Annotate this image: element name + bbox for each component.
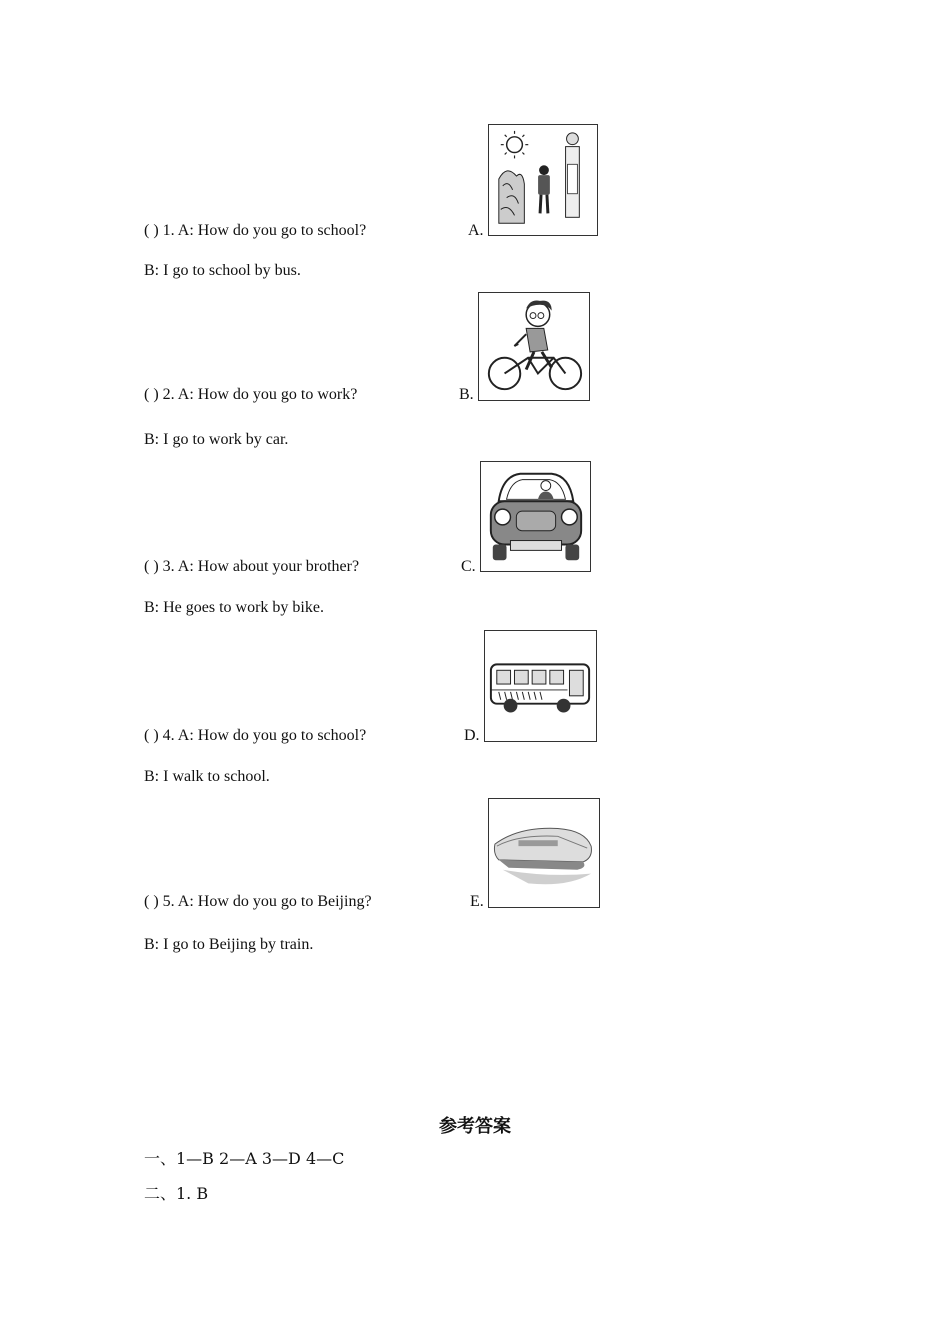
question-4: ( ) 4. A: How do you go to school? [144, 727, 367, 744]
bicycle-rider-icon [478, 292, 590, 401]
answer-line-5: B: I go to Beijing by train. [144, 936, 314, 953]
answer-line-1: B: I go to school by bus. [144, 262, 301, 279]
question-5: ( ) 5. A: How do you go to Beijing? [144, 893, 372, 910]
answer-key-line-1: 一、1—B 2—A 3—D 4—C [144, 1149, 345, 1168]
walking-child-icon [488, 124, 598, 236]
option-label-a: A. [468, 222, 484, 239]
question-2: ( ) 2. A: How do you go to work? [144, 386, 358, 403]
option-label-d: D. [464, 727, 480, 744]
option-label-c: C. [461, 558, 476, 575]
answer-key-line-2: 二、1. B [144, 1184, 209, 1203]
option-label-e: E. [470, 893, 484, 910]
question-3: ( ) 3. A: How about your brother? [144, 558, 360, 575]
answer-line-3: B: He goes to work by bike. [144, 599, 324, 616]
train-icon [488, 798, 600, 908]
answer-key-title: 参考答案 [439, 1116, 511, 1137]
answer-line-4: B: I walk to school. [144, 768, 270, 785]
answer-line-2: B: I go to work by car. [144, 431, 289, 448]
car-icon [480, 461, 591, 572]
bus-icon [484, 630, 597, 742]
question-1: ( ) 1. A: How do you go to school? [144, 222, 367, 239]
option-label-b: B. [459, 386, 474, 403]
